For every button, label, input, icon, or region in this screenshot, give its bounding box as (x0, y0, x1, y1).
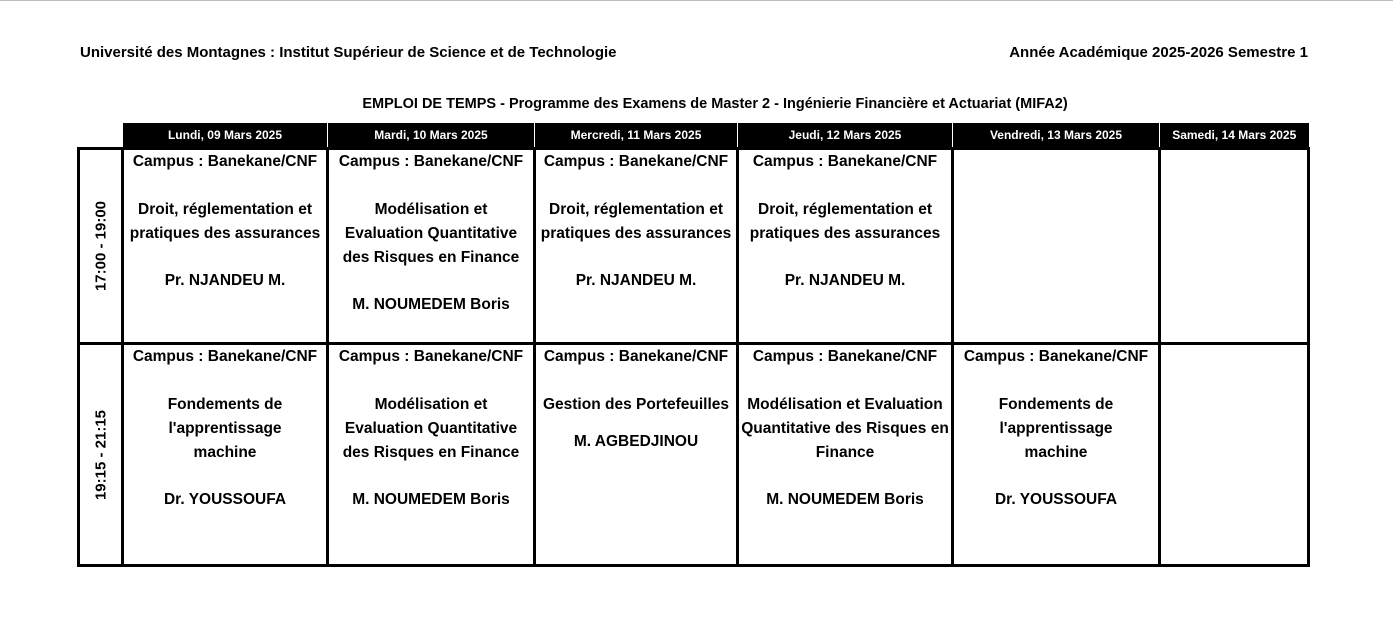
session-campus: Campus : Banekane/CNF (963, 348, 1149, 365)
exam-timetable (77, 123, 1310, 567)
session-course: Fondements de l'apprentissage machine (998, 396, 1114, 461)
top-divider (0, 0, 1393, 1)
session-cell (738, 344, 953, 566)
session-teacher: Dr. YOUSSOUFA (163, 491, 287, 508)
time-slot-cell (79, 344, 123, 566)
time-slot-row (79, 149, 1309, 344)
day-header: Mercredi, 11 Mars 2025 (535, 123, 738, 149)
session-course: Modélisation et Evaluation Quantitative des Risques en Finance (342, 396, 520, 461)
time-slot-label: 19:15 - 21:15 (92, 409, 109, 500)
session-teacher: M. NOUMEDEM Boris (352, 296, 510, 313)
session-cell (738, 149, 953, 344)
day-header: Lundi, 09 Mars 2025 (123, 123, 328, 149)
session-cell (953, 344, 1160, 566)
time-slot-cell (79, 149, 123, 344)
academic-year: Année Académique 2025-2026 Semestre 1 (1009, 44, 1308, 61)
corner-cell (79, 123, 123, 149)
day-header: Jeudi, 12 Mars 2025 (738, 123, 953, 149)
time-slot-row (79, 344, 1309, 566)
session-teacher: Pr. NJANDEU M. (784, 272, 906, 289)
session-cell (328, 149, 535, 344)
session-teacher: M. NOUMEDEM Boris (352, 491, 510, 508)
day-header: Mardi, 10 Mars 2025 (328, 123, 535, 149)
session-cell (123, 149, 328, 344)
day-header: Vendredi, 13 Mars 2025 (953, 123, 1160, 149)
page-title: EMPLOI DE TEMPS - Programme des Examens de Master 2 - Ingénierie Financière et Actuariat (MIFA2) (362, 96, 1068, 112)
session-teacher: Dr. YOUSSOUFA (994, 491, 1118, 508)
time-slot-label: 17:00 - 19:00 (92, 200, 109, 292)
empty-session-cell (1160, 344, 1309, 566)
session-campus: Campus : Banekane/CNF (338, 153, 524, 170)
empty-session-cell (953, 149, 1160, 344)
session-cell (328, 344, 535, 566)
session-campus: Campus : Banekane/CNF (752, 153, 938, 170)
session-campus: Campus : Banekane/CNF (132, 348, 318, 365)
session-campus: Campus : Banekane/CNF (752, 348, 938, 365)
session-course: Fondements de l'apprentissage machine (167, 396, 283, 461)
session-course: Modélisation et Evaluation Quantitative des Risques en Finance (342, 201, 520, 266)
day-header-row (79, 123, 1309, 149)
session-cell (123, 344, 328, 566)
session-teacher: Pr. NJANDEU M. (575, 272, 697, 289)
session-course: Gestion des Portefeuilles (542, 396, 730, 413)
session-teacher: M. AGBEDJINOU (573, 433, 699, 450)
session-campus: Campus : Banekane/CNF (132, 153, 318, 170)
session-course: Droit, réglementation et pratiques des assurances (540, 201, 732, 242)
session-cell (535, 149, 738, 344)
day-header: Samedi, 14 Mars 2025 (1160, 123, 1309, 149)
session-teacher: M. NOUMEDEM Boris (766, 491, 924, 508)
session-teacher: Pr. NJANDEU M. (164, 272, 286, 289)
session-campus: Campus : Banekane/CNF (543, 153, 729, 170)
session-campus: Campus : Banekane/CNF (338, 348, 524, 365)
empty-session-cell (1160, 149, 1309, 344)
session-cell (535, 344, 738, 566)
institution-name: Université des Montagnes : Institut Supérieur de Science et de Technologie (80, 44, 617, 61)
session-course: Droit, réglementation et pratiques des assurances (129, 201, 321, 242)
session-course: Modélisation et Evaluation Quantitative des Risques en Finance (741, 396, 949, 461)
session-campus: Campus : Banekane/CNF (543, 348, 729, 365)
session-course: Droit, réglementation et pratiques des assurances (749, 201, 941, 242)
